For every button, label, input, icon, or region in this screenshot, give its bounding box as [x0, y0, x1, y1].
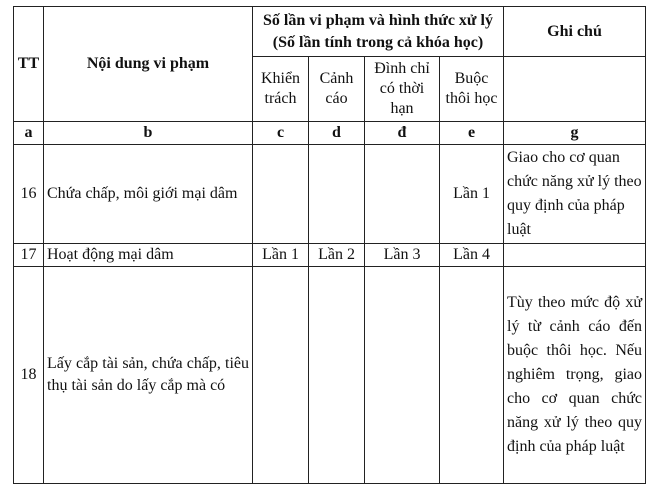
header-canh-cao: Cảnh cáo — [309, 57, 365, 122]
row-note: Giao cho cơ quan chức năng xử lý theo quy định của pháp luật — [504, 145, 646, 244]
header-content: Nội dung vi phạm — [44, 7, 253, 122]
table-row — [14, 267, 646, 484]
header-row-top — [14, 7, 646, 57]
header-group — [253, 7, 504, 57]
table-row — [14, 145, 646, 244]
row-content: Lấy cắp tài sản, chứa chấp, tiêu thụ tài sản do lấy cắp mà có — [44, 267, 253, 484]
letter-a: a — [14, 122, 44, 145]
letter-c: c — [253, 122, 309, 145]
row-d: Lần 2 — [309, 244, 365, 267]
row-dd — [365, 267, 440, 484]
row-e — [440, 267, 504, 484]
row-d — [309, 267, 365, 484]
table-row — [14, 244, 646, 267]
row-c — [253, 267, 309, 484]
letter-g: g — [504, 122, 646, 145]
row-c — [253, 145, 309, 244]
row-dd: Lần 3 — [365, 244, 440, 267]
header-dinh-chi: Đình chỉ có thời hạn — [365, 57, 440, 122]
row-content: Chứa chấp, môi giới mại dâm — [44, 145, 253, 244]
row-e: Lần 4 — [440, 244, 504, 267]
letter-d: d — [309, 122, 365, 145]
row-tt: 16 — [14, 145, 44, 244]
header-tt: TT — [14, 7, 44, 122]
letter-e: e — [440, 122, 504, 145]
header-note: Ghi chú — [504, 7, 646, 57]
row-content: Hoạt động mại dâm — [44, 244, 253, 267]
row-dd — [365, 145, 440, 244]
letter-b: b — [44, 122, 253, 145]
row-tt: 17 — [14, 244, 44, 267]
row-c: Lần 1 — [253, 244, 309, 267]
row-note — [504, 244, 646, 267]
row-e: Lần 1 — [440, 145, 504, 244]
header-note-empty — [504, 57, 646, 122]
column-letters-row — [14, 122, 646, 145]
row-note: Tùy theo mức độ xử lý từ cảnh cáo đến buộc thôi học. Nếu nghiêm trọng, giao cho cơ quan chức năng xử lý theo quy định của pháp luật — [504, 267, 646, 484]
header-group-line2: (Số lần tính trong cả khóa học) — [272, 33, 484, 51]
row-tt: 18 — [14, 267, 44, 484]
violations-table — [13, 6, 646, 484]
row-d — [309, 145, 365, 244]
letter-dd: đ — [365, 122, 440, 145]
header-group-line1: Số lần vi phạm và hình thức xử lý — [263, 11, 493, 29]
header-khien-trach: Khiển trách — [253, 57, 309, 122]
header-buoc-thoi-hoc: Buộc thôi học — [440, 57, 504, 122]
